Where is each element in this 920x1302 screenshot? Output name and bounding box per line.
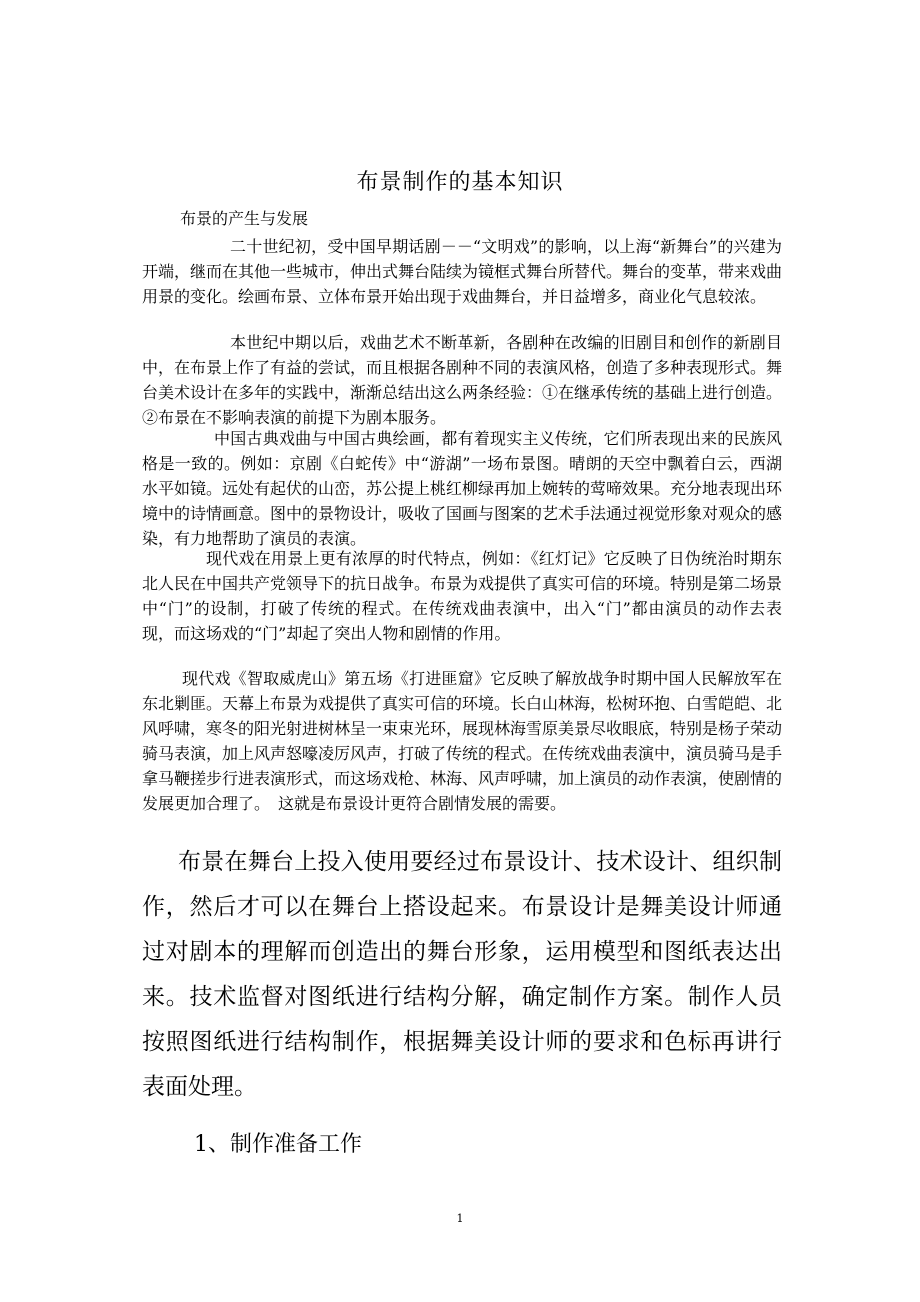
- paragraph-3: 中国古典戏曲与中国古典绘画，都有着现实主义传统，它们所表现出来的民族风格是一致的。例如：京剧《白蛇传》中“游湖”一场布景图。晴朗的天空中飘着白云，西湖水平如镜。远处有起伏的山峦，苏公提上桃红柳绿再加上婉转的莺啼效果。充分地表现出环境中的诗情画意。图中的景物设计，吸收了国画与图案的艺术手法通过视觉形象对观众的感染，有力地帮助了演员的表演。: [142, 429, 783, 548]
- paragraph-5: 现代戏《智取威虎山》第五场《打进匪窟》它反映了解放战争时期中国人民解放军在东北剿匪。天幕上布景为戏提供了真实可信的环境。长白山林海，松树环抱、白雪皑皑、北风呼啸，寒冬的阳光射进树林呈一束束光环，展现林海雪原美景尽收眼底，特别是杨子荣动骑马表演，加上风声怒嚎凌厉风声，打破了传统的程式。在传统戏曲表演中，演员骑马是手拿马鞭搓步行进表演形式，而这场戏枪、林海、风声呼啸，加上演员的动作表演，使剧情的发展更加合理了。 这就是布景设计更符合剧情发展的需要。: [142, 669, 783, 813]
- section-heading: 1、制作准备工作: [194, 1132, 362, 1157]
- paragraph-1: 二十世纪初，受中国早期话剧－－“文明戏”的影响，以上海“新舞台”的兴建为开端，继而在其他一些城市，伸出式舞台陆续为镜框式舞台所替代。舞台的变革，带来戏曲用景的变化。绘画布景、立体布景开始出现于戏曲舞台，并日益增多，商业化气息较浓。: [142, 237, 783, 306]
- paragraph-4: 现代戏在用景上更有浓厚的时代特点，例如：《红灯记》它反映了日伪统治时期东北人民在中国共产党领导下的抗日战争。布景为戏提供了真实可信的环境。特别是第二场景中“门”的设制，打破了传统的程式。在传统戏曲表演中，出入“门”都由演员的动作去表现，而这场戏的“门”却起了突出人物和剧情的作用。: [142, 549, 783, 643]
- paragraph-2: 本世纪中期以后，戏曲艺术不断革新，各剧种在改编的旧剧目和创作的新剧目中，在布景上作了有益的尝试，而且根据各剧种不同的表演风格，创造了多种表现形式。舞台美术设计在多年的实践中，渐渐总结出这么两条经验：①在继承传统的基础上进行创造。②布景在不影响表演的前提下为剧本服务。: [142, 333, 783, 427]
- large-paragraph: 布景在舞台上投入使用要经过布景设计、技术设计、组织制作，然后才可以在舞台上搭设起来。布景设计是舞美设计师通过对剧本的理解而创造出的舞台形象，运用模型和图纸表达出来。技术监督对图纸进行结构分解，确定制作方案。制作人员按照图纸进行结构制作，根据舞美设计师的要求和色标再讲行表面处理。: [142, 849, 782, 1100]
- page-title: 布景制作的基本知识: [356, 170, 564, 195]
- page-number: 1: [456, 1212, 464, 1225]
- section-subtitle: 布景的产生与发展: [180, 209, 309, 228]
